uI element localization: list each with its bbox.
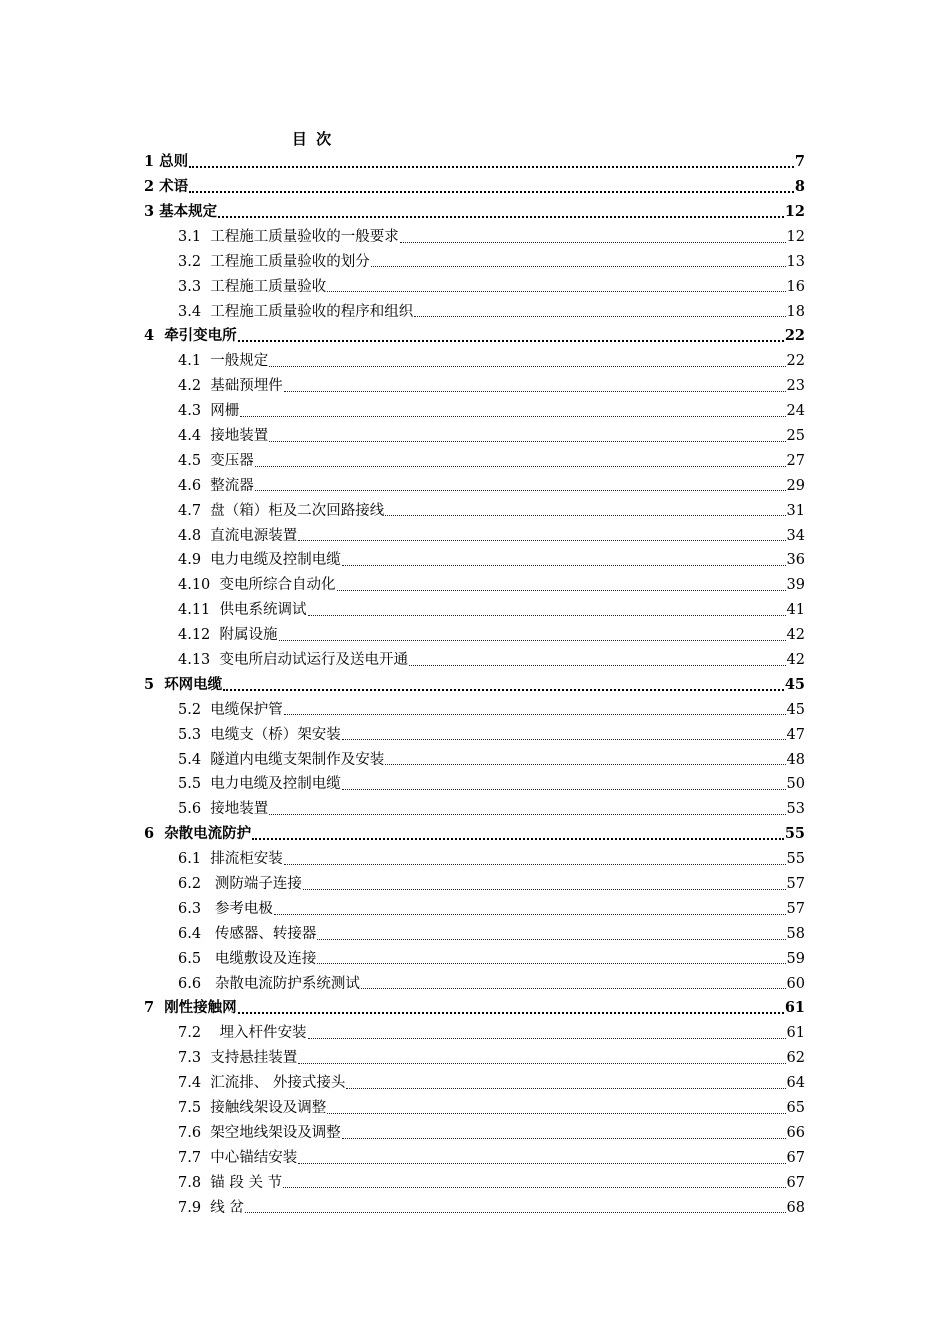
toc-dot-leader (327, 1112, 785, 1114)
toc-entry-page-number: 67 (786, 1174, 805, 1191)
toc-entry-label: 基本规定 (159, 202, 218, 220)
toc-entry-number: 4.12 (178, 627, 220, 644)
toc-entry-page-number: 25 (786, 427, 805, 444)
toc-section-entry[interactable] (0, 1146, 950, 1171)
toc-entry-number: 4.2 (178, 378, 211, 395)
toc-entry-label: 中心锚结安装 (210, 1149, 298, 1166)
toc-entry-number: 4.10 (178, 577, 220, 594)
toc-section-entry[interactable] (0, 299, 950, 324)
toc-entry-number: 5.2 (178, 701, 211, 718)
toc-section-entry[interactable] (0, 947, 950, 972)
toc-section-entry[interactable] (0, 424, 950, 449)
toc-entry-number: 5.3 (178, 726, 211, 743)
toc-dot-leader (255, 465, 786, 467)
toc-dot-leader (317, 962, 785, 964)
toc-entry-page-number: 45 (784, 675, 805, 693)
toc-dot-leader (342, 564, 786, 566)
toc-chapter-entry[interactable] (0, 673, 950, 698)
toc-entry-number: 4.9 (178, 552, 211, 569)
toc-entry-number: 4.5 (178, 452, 211, 469)
toc-dot-leader (252, 837, 784, 840)
toc-entry-number: 4.11 (178, 602, 220, 619)
toc-entry-page-number: 45 (786, 701, 805, 718)
toc-entry-label: 线 岔 (210, 1199, 244, 1216)
toc-section-entry[interactable] (0, 1071, 950, 1096)
toc-entry-page-number: 60 (786, 975, 805, 992)
toc-dot-leader (342, 738, 786, 740)
toc-dot-leader (240, 415, 785, 417)
toc-entry-page-number: 64 (786, 1075, 805, 1092)
toc-section-entry[interactable] (0, 971, 950, 996)
toc-entry-number: 4.7 (178, 502, 211, 519)
toc-entry-label: 牵引变电所 (164, 327, 237, 345)
toc-entry-page-number: 61 (784, 999, 805, 1017)
toc-entry-page-number: 36 (786, 552, 805, 569)
toc-section-entry[interactable] (0, 897, 950, 922)
toc-entry-page-number: 22 (786, 353, 805, 370)
toc-entry-number: 4.3 (178, 403, 211, 420)
toc-entry-page-number: 18 (786, 303, 805, 320)
toc-section-entry[interactable] (0, 872, 950, 897)
toc-entry-label: 变电所启动试运行及送电开通 (219, 652, 409, 668)
toc-dot-leader (346, 1087, 785, 1089)
toc-entry-label: 架空地线架设及调整 (210, 1124, 341, 1141)
toc-entry-page-number: 42 (786, 652, 805, 668)
toc-section-entry[interactable] (0, 922, 950, 947)
toc-dot-leader (283, 1186, 785, 1188)
toc-entry-number: 5.5 (178, 776, 211, 793)
toc-section-entry[interactable] (0, 1195, 950, 1220)
toc-dot-leader (269, 813, 785, 815)
toc-dot-leader (371, 265, 786, 267)
toc-section-entry[interactable] (0, 722, 950, 747)
toc-title: 目 次 (291, 130, 334, 148)
toc-entry-page-number: 16 (786, 278, 805, 295)
toc-dot-leader (279, 639, 786, 641)
toc-entry-label: 一般规定 (210, 353, 269, 370)
toc-entry-label: 盘（箱）柜及二次回路接线 (210, 502, 385, 519)
toc-dot-leader (218, 215, 784, 218)
toc-entry-label: 电缆保护管 (210, 701, 283, 718)
toc-entry-label: 支持悬挂装置 (210, 1050, 298, 1067)
toc-entry-label: 变压器 (210, 452, 254, 469)
toc-entry-page-number: 39 (786, 577, 805, 594)
toc-entry-page-number: 48 (786, 751, 805, 768)
toc-dot-leader (327, 290, 785, 292)
toc-entry-number: 4.13 (178, 652, 220, 668)
toc-entry-page-number: 12 (784, 202, 805, 220)
toc-entry-page-number: 29 (786, 477, 805, 494)
toc-entry-number: 7.6 (178, 1124, 211, 1141)
toc-dot-leader (269, 440, 785, 442)
toc-dot-leader (298, 539, 785, 541)
toc-entry-page-number: 58 (786, 925, 805, 942)
toc-entry-label: 刚性接触网 (164, 999, 237, 1017)
toc-entry-label: 网栅 (210, 403, 240, 420)
toc-dot-leader (255, 489, 786, 491)
table-of-contents (0, 150, 950, 1220)
toc-chapter-entry[interactable] (0, 175, 950, 200)
toc-chapter-entry[interactable] (0, 822, 950, 847)
toc-entry-page-number: 7 (794, 153, 805, 171)
toc-entry-page-number: 42 (786, 627, 805, 644)
toc-entry-label: 工程施工质量验收 (210, 278, 327, 295)
toc-dot-leader (274, 913, 786, 915)
toc-entry-label: 电力电缆及控制电缆 (210, 552, 341, 569)
toc-entry-label: 环网电缆 (164, 675, 223, 693)
toc-entry-page-number: 27 (786, 452, 805, 469)
toc-section-entry[interactable] (0, 1171, 950, 1196)
toc-entry-label: 测防端子连接 (214, 876, 302, 893)
toc-section-entry[interactable] (0, 1021, 950, 1046)
toc-entry-number: 3.2 (178, 253, 211, 270)
toc-dot-leader (337, 589, 786, 591)
toc-entry-number: 3.1 (178, 228, 211, 245)
toc-entry-label: 工程施工质量验收的程序和组织 (210, 303, 414, 320)
toc-section-entry[interactable] (0, 225, 950, 250)
toc-dot-leader (238, 1011, 784, 1014)
toc-section-entry[interactable] (0, 797, 950, 822)
toc-entry-number: 1 (144, 153, 160, 171)
toc-entry-page-number: 50 (786, 776, 805, 793)
toc-dot-leader (400, 241, 786, 243)
toc-section-entry[interactable] (0, 474, 950, 499)
toc-dot-leader (284, 713, 786, 715)
toc-entry-page-number: 65 (786, 1100, 805, 1117)
toc-entry-number: 7.5 (178, 1100, 211, 1117)
toc-section-entry[interactable] (0, 847, 950, 872)
toc-section-entry[interactable] (0, 573, 950, 598)
toc-entry-label: 隧道内电缆支架制作及安装 (210, 751, 385, 768)
toc-section-entry[interactable] (0, 648, 950, 673)
toc-entry-label: 传感器、转接器 (214, 925, 317, 942)
toc-section-entry[interactable] (0, 747, 950, 772)
toc-dot-leader (317, 938, 785, 940)
toc-entry-label: 基础预埋件 (210, 378, 283, 395)
toc-entry-label: 排流柜安装 (210, 851, 283, 868)
toc-entry-label: 工程施工质量验收的一般要求 (210, 228, 399, 245)
toc-entry-number: 6 (144, 825, 165, 843)
toc-dot-leader (342, 788, 786, 790)
toc-entry-label: 杂散电流防护 (164, 825, 252, 843)
toc-entry-page-number: 55 (784, 825, 805, 843)
toc-dot-leader (238, 339, 784, 342)
toc-entry-number: 4.4 (178, 427, 211, 444)
toc-dot-leader (189, 165, 794, 168)
toc-entry-label: 汇流排、 外接式接头 (210, 1075, 346, 1092)
toc-chapter-entry[interactable] (0, 996, 950, 1021)
toc-section-entry[interactable] (0, 698, 950, 723)
toc-entry-number: 5.4 (178, 751, 211, 768)
toc-entry-number: 7 (144, 999, 165, 1017)
toc-entry-number: 5.6 (178, 801, 211, 818)
toc-entry-label: 电缆支（桥）架安装 (210, 726, 341, 743)
toc-entry-number: 6.6 (178, 975, 215, 992)
toc-section-entry[interactable] (0, 349, 950, 374)
toc-entry-page-number: 57 (786, 900, 805, 917)
toc-entry-number: 7.4 (178, 1075, 211, 1092)
toc-chapter-entry[interactable] (0, 150, 950, 175)
toc-entry-label: 杂散电流防护系统测试 (214, 975, 360, 992)
toc-entry-page-number: 31 (786, 502, 805, 519)
toc-section-entry[interactable] (0, 399, 950, 424)
toc-entry-label: 埋入杆件安装 (219, 1025, 307, 1042)
toc-section-entry[interactable] (0, 1046, 950, 1071)
toc-dot-leader (342, 1137, 786, 1139)
toc-entry-label: 电缆敷设及连接 (214, 950, 317, 967)
toc-dot-leader (245, 1211, 786, 1213)
toc-section-entry[interactable] (0, 1096, 950, 1121)
toc-entry-number: 3 (144, 202, 160, 220)
toc-entry-page-number: 59 (786, 950, 805, 967)
toc-entry-label: 整流器 (210, 477, 254, 494)
toc-entry-page-number: 22 (784, 327, 805, 345)
toc-entry-label: 变电所综合自动化 (219, 577, 336, 594)
toc-entry-number: 6.5 (178, 950, 215, 967)
toc-dot-leader (409, 664, 786, 666)
toc-entry-label: 电力电缆及控制电缆 (210, 776, 341, 793)
toc-dot-leader (298, 1062, 785, 1064)
toc-entry-number: 7.3 (178, 1050, 211, 1067)
toc-entry-page-number: 53 (786, 801, 805, 818)
toc-entry-page-number: 23 (786, 378, 805, 395)
toc-entry-number: 7.9 (178, 1199, 211, 1216)
toc-entry-number: 3.3 (178, 278, 211, 295)
toc-dot-leader (385, 763, 785, 765)
toc-section-entry[interactable] (0, 1121, 950, 1146)
toc-entry-number: 6.3 (178, 900, 215, 917)
toc-section-entry[interactable] (0, 772, 950, 797)
toc-section-entry[interactable] (0, 274, 950, 299)
toc-section-entry[interactable] (0, 548, 950, 573)
toc-entry-number: 7.2 (178, 1025, 220, 1042)
toc-entry-number: 6.1 (178, 851, 211, 868)
toc-entry-number: 4.1 (178, 353, 211, 370)
toc-dot-leader (269, 365, 785, 367)
toc-dot-leader (385, 514, 785, 516)
toc-entry-number: 4 (144, 327, 165, 345)
toc-section-entry[interactable] (0, 598, 950, 623)
toc-section-entry[interactable] (0, 250, 950, 275)
toc-dot-leader (284, 863, 786, 865)
toc-entry-number: 4.6 (178, 477, 211, 494)
toc-entry-label: 供电系统调试 (219, 602, 307, 619)
toc-entry-number: 7.7 (178, 1149, 211, 1166)
toc-dot-leader (298, 1162, 785, 1164)
toc-entry-label: 总则 (159, 153, 189, 171)
toc-entry-label: 附属设施 (219, 627, 278, 644)
toc-entry-page-number: 8 (794, 178, 805, 196)
toc-dot-leader (223, 688, 784, 691)
toc-entry-page-number: 67 (786, 1149, 805, 1166)
toc-entry-page-number: 34 (786, 527, 805, 544)
toc-entry-page-number: 61 (786, 1025, 805, 1042)
toc-entry-page-number: 66 (786, 1124, 805, 1141)
toc-dot-leader (189, 190, 794, 193)
toc-section-entry[interactable] (0, 449, 950, 474)
toc-section-entry[interactable] (0, 374, 950, 399)
toc-entry-number: 7.8 (178, 1174, 211, 1191)
toc-dot-leader (284, 390, 786, 392)
toc-entry-number: 5 (144, 675, 165, 693)
toc-dot-leader (303, 888, 786, 890)
toc-entry-page-number: 47 (786, 726, 805, 743)
toc-entry-page-number: 55 (786, 851, 805, 868)
toc-entry-number: 6.4 (178, 925, 215, 942)
toc-entry-label: 锚 段 关 节 (210, 1174, 283, 1191)
toc-entry-label: 接地装置 (210, 801, 269, 818)
toc-dot-leader (414, 315, 785, 317)
toc-entry-page-number: 68 (786, 1199, 805, 1216)
toc-entry-label: 接触线架设及调整 (210, 1100, 327, 1117)
toc-entry-label: 工程施工质量验收的划分 (210, 253, 370, 270)
toc-dot-leader (361, 987, 786, 989)
toc-entry-page-number: 41 (786, 602, 805, 619)
toc-chapter-entry[interactable] (0, 324, 950, 349)
toc-entry-number: 6.2 (178, 876, 215, 893)
toc-dot-leader (308, 614, 786, 616)
toc-entry-page-number: 57 (786, 876, 805, 893)
toc-chapter-entry[interactable] (0, 200, 950, 225)
toc-section-entry[interactable] (0, 498, 950, 523)
toc-entry-number: 3.4 (178, 303, 211, 320)
toc-entry-label: 参考电极 (214, 900, 273, 917)
toc-entry-label: 直流电源装置 (210, 527, 298, 544)
toc-entry-number: 4.8 (178, 527, 211, 544)
toc-entry-page-number: 62 (786, 1050, 805, 1067)
toc-dot-leader (308, 1037, 786, 1039)
toc-entry-page-number: 24 (786, 403, 805, 420)
toc-section-entry[interactable] (0, 623, 950, 648)
toc-entry-page-number: 13 (786, 253, 805, 270)
toc-entry-label: 接地装置 (210, 427, 269, 444)
toc-entry-label: 术语 (159, 178, 189, 196)
toc-entry-page-number: 12 (786, 228, 805, 245)
toc-entry-number: 2 (144, 178, 160, 196)
toc-section-entry[interactable] (0, 523, 950, 548)
